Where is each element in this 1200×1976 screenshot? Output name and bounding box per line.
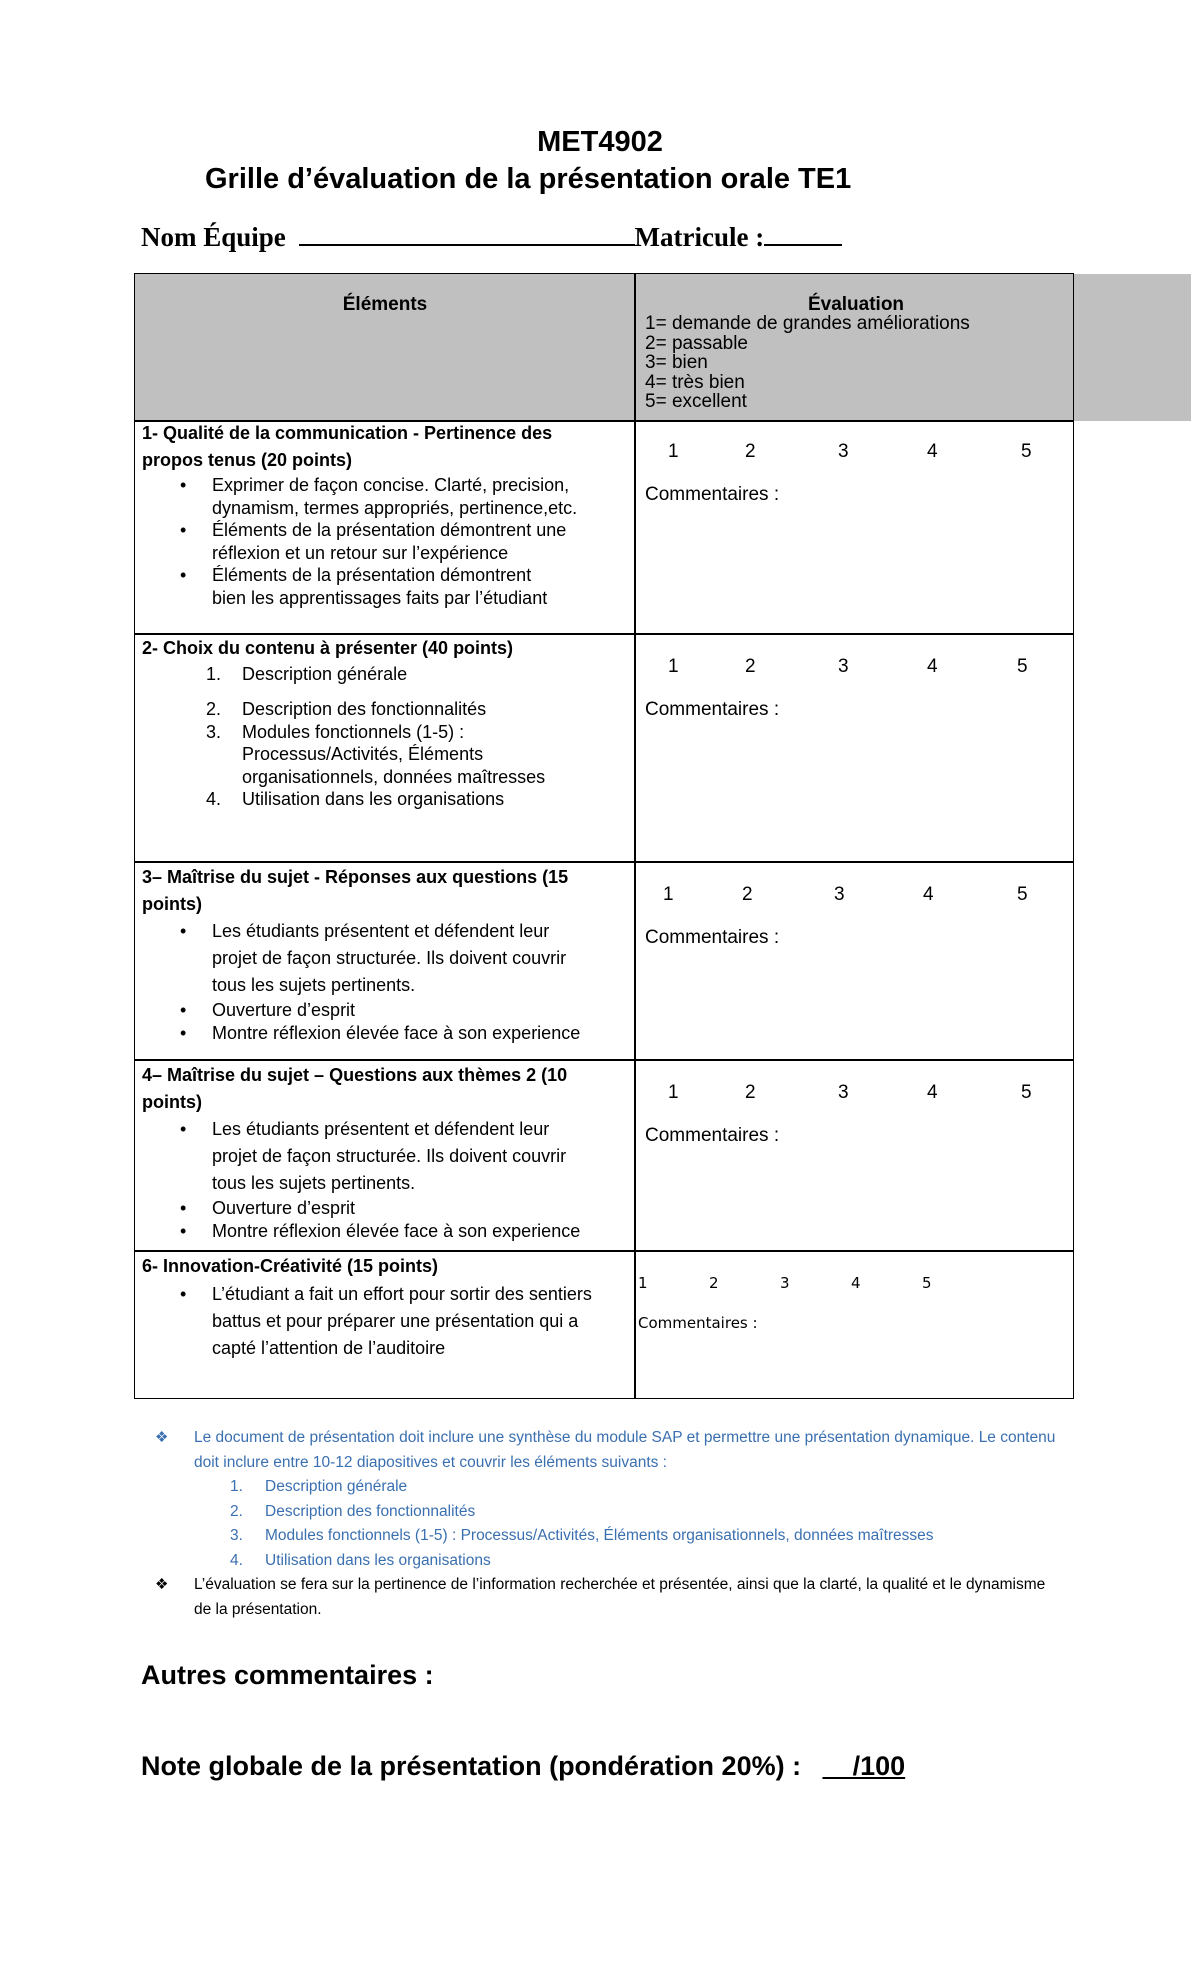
score-1[interactable]: 1 [668,1082,679,1103]
score-5[interactable]: 5 [1021,1082,1032,1103]
grade-label: Note globale de la présentation (pondération 20%) : [141,1751,809,1781]
score-5[interactable]: 5 [922,1274,932,1292]
score-3[interactable]: 3 [838,656,849,677]
scale-item: 1= demande de grandes améliorations [645,313,970,334]
instruction-list-item: 4. Utilisation dans les organisations [230,1551,491,1569]
score-5[interactable]: 5 [1021,441,1032,462]
comments-label: Commentaires : [645,927,780,948]
score-options [0,441,1200,465]
diamond-bullet-icon: ❖ [155,1576,169,1593]
score-2[interactable]: 2 [742,884,753,905]
score-3[interactable]: 3 [838,441,849,462]
overall-grade [141,1751,905,1782]
matricule-field[interactable] [764,222,842,246]
score-3[interactable]: 3 [834,884,845,905]
score-2[interactable]: 2 [745,441,756,462]
other-comments-label: Autres commentaires : [141,1660,434,1690]
column-header-elements: Éléments [342,294,428,315]
score-3[interactable]: 3 [780,1274,790,1292]
criterion: • Exprimer de façon concise. Clarté, precision, dynamism, termes appropriés, pertinence,etc. [212,474,630,519]
criterion: • Montre réflexion élevée face à son experience [212,1220,630,1243]
criterion: 4. Utilisation dans les organisations [206,789,505,809]
comments-label: Commentaires : [638,1314,758,1332]
team-label: Nom Équipe [141,222,286,252]
score-2[interactable]: 2 [709,1274,719,1292]
score-1[interactable]: 1 [638,1274,648,1292]
team-name-field[interactable] [299,222,635,246]
score-options [0,656,1200,680]
row-divider [135,633,1073,635]
instructions [155,1426,1110,1622]
score-2[interactable]: 2 [745,656,756,677]
score-1[interactable]: 1 [668,656,679,677]
scale-item: 4= très bien [645,371,745,393]
instruction-list-item: 3. Modules fonctionnels (1-5) : Processus/Activités, Éléments organisationnels, données maîtresses [230,1527,934,1544]
grade-field[interactable]: __/100 [822,1751,906,1781]
section-title: 4– Maîtrise du sujet – Questions aux thèmes 2 (10 points) [142,1065,568,1112]
score-4[interactable]: 4 [927,441,938,462]
score-5[interactable]: 5 [1017,656,1028,677]
column-header-evaluation: Évaluation [807,294,905,315]
matricule-label: Matricule : [634,222,765,252]
course-code: MET4902 [537,126,663,158]
criterion: 3. Modules fonctionnels (1-5) : Processus/Activités, Éléments organisationnels, données maîtresses [206,721,546,787]
row-divider [135,1250,1073,1252]
section-innovation [142,1255,630,1362]
rating-scale [645,314,970,412]
score-4[interactable]: 4 [923,884,934,905]
score-2[interactable]: 2 [745,1082,756,1103]
scale-item: 5= excellent [645,391,747,412]
section-title: 3– Maîtrise du sujet - Réponses aux questions (15 points) [142,867,569,914]
evaluation-note: ❖ L’évaluation se fera sur la pertinence de l’information recherchée et présentée, ainsi que la clarté, la qualité et le dynamisme de la présentation. [160,1573,1110,1622]
score-4[interactable]: 4 [927,656,938,677]
criterion: • Éléments de la présentation démontrent une réflexion et un retour sur l’expérience [212,519,630,564]
score-1[interactable]: 1 [663,884,674,905]
criterion: • Les étudiants présentent et défendent leur projet de façon structurée. Ils doivent couvrir tous les sujets pertinents. [212,918,630,999]
diamond-bullet-icon: ❖ [155,1429,169,1446]
score-options [0,1082,1200,1106]
instruction-list-item: 2. Description des fonctionnalités [230,1502,476,1520]
score-3[interactable]: 3 [838,1082,849,1103]
score-5[interactable]: 5 [1017,884,1028,905]
scale-item: 2= passable [645,332,748,354]
section-title: 2- Choix du contenu à présenter (40 points) [142,638,514,658]
criterion: • Montre réflexion élevée face à son experience [212,1022,630,1045]
scale-item: 3= bien [645,352,708,373]
instruction-list-item: 1. Description générale [230,1478,408,1495]
score-4[interactable]: 4 [851,1274,861,1292]
section-title: 1- Qualité de la communication - Pertinence des propos tenus (20 points) [142,423,553,470]
row-divider [135,861,1073,863]
page-title: Grille d’évaluation de la présentation orale TE1 [205,163,852,195]
row-divider [135,1059,1073,1061]
score-options [0,884,1200,908]
criterion: 2. Description des fonctionnalités [206,699,487,719]
score-4[interactable]: 4 [927,1082,938,1103]
criterion: 1. Description générale [206,663,408,684]
instruction-note: ❖ Le document de présentation doit inclure une synthèse du module SAP et permettre une présentation dynamique. Le contenu doit inclure entre 10-12 diapositives et couvrir les éléments suivants : [160,1426,1110,1475]
comments-label: Commentaires : [645,699,780,720]
comments-label: Commentaires : [645,1125,780,1146]
criterion: • L’étudiant a fait un effort pour sortir des sentiers battus et pour préparer une présentation qui a capté l’attention de l’auditoire [212,1281,630,1362]
team-line [141,222,842,253]
score-1[interactable]: 1 [668,441,679,462]
criterion: • Ouverture d’esprit [212,1197,630,1220]
section-title: 6- Innovation-Créativité (15 points) [142,1256,439,1276]
score-options [0,1274,1200,1296]
criterion: • Les étudiants présentent et défendent leur projet de façon structurée. Ils doivent couvrir tous les sujets pertinents. [212,1116,630,1197]
criterion: • Ouverture d’esprit [212,999,630,1022]
comments-label: Commentaires : [645,484,780,505]
criterion: • Éléments de la présentation démontrent bien les apprentissages faits par l’étudiant [212,564,630,609]
